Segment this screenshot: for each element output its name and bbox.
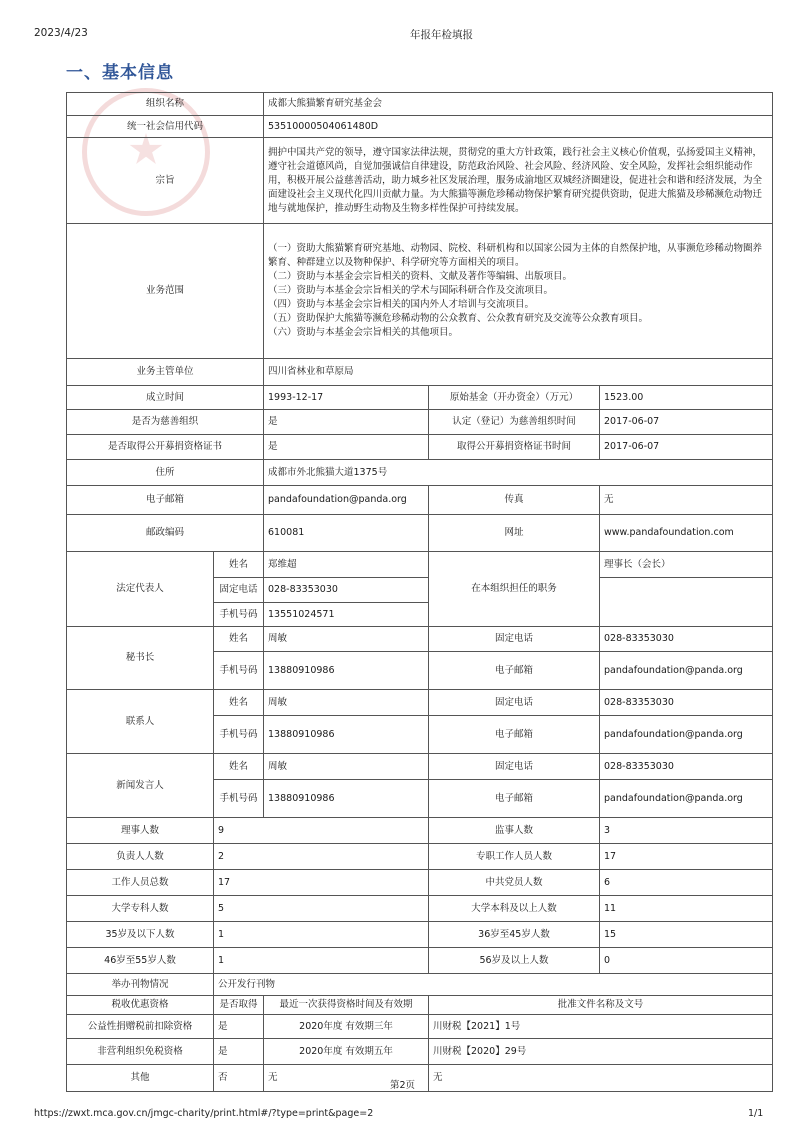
contact-mobile: 13880910986 <box>264 716 429 754</box>
table-row <box>67 552 773 578</box>
email-label: 电子邮箱 <box>429 652 600 690</box>
table-row <box>67 93 773 116</box>
purpose-value: 拥护中国共产党的领导，遵守国家法律法规，贯彻党的重大方针政策，践行社会主义核心价值观，弘扬爱国主义精神，遵守社会道德风尚，自觉加强诚信自律建设，防范政治风险、社会风险、经济风险、安全风险，发挥社会组织能动作用，积极开展公益慈善活动，助力城乡社区发展治理，服务成渝地区双城经济圈建设，促进社会和谐和经济发展，为全面建设社会主义现代化四川贡献力量。为大熊猫等濒危珍稀动物保护繁育研究提供资助，促进大熊猫及珍稀濒危动物迁地与就地保护，推动野生动物及生物多样性保护可持续发展。 <box>264 138 773 224</box>
tax-period-label: 最近一次获得资格时间及有效期 <box>264 996 429 1015</box>
address-value: 成都市外北熊猫大道1375号 <box>264 460 773 486</box>
spokes-mobile: 13880910986 <box>264 780 429 818</box>
fax-value: 无 <box>600 486 773 515</box>
contact-landline: 028-83353030 <box>600 690 773 716</box>
table-row <box>67 386 773 410</box>
landline-label: 固定电话 <box>429 627 600 652</box>
stat-label: 中共党员人数 <box>429 870 600 896</box>
position-label: 在本组织担任的职务 <box>429 552 600 627</box>
email-value: pandafoundation@panda.org <box>264 486 429 515</box>
tax-label: 税收优惠资格 <box>67 996 214 1015</box>
stat-value: 1 <box>214 948 429 974</box>
stat-value: 5 <box>214 896 429 922</box>
position-extra-cell <box>600 578 773 627</box>
legal-rep-label: 法定代表人 <box>67 552 214 627</box>
mobile-label: 手机号码 <box>214 603 264 627</box>
scope-item: （四）资助与本基金会宗旨相关的国内外人才培训与交流项目。 <box>268 299 535 310</box>
charity-date-value: 2017-06-07 <box>600 410 773 435</box>
stat-value: 6 <box>600 870 773 896</box>
legal-rep-name: 郑维超 <box>264 552 429 578</box>
table-row <box>67 818 773 844</box>
table-row <box>67 224 773 359</box>
basic-info-table <box>66 92 773 1092</box>
name-label: 姓名 <box>214 690 264 716</box>
email-label: 电子邮箱 <box>429 716 600 754</box>
tax-has-label: 是否取得 <box>214 996 264 1015</box>
contact-label: 联系人 <box>67 690 214 754</box>
table-row <box>67 974 773 996</box>
fund-label: 原始基金（开办资金）（万元） <box>429 386 600 410</box>
secretary-email: pandafoundation@panda.org <box>600 652 773 690</box>
contact-email: pandafoundation@panda.org <box>600 716 773 754</box>
stat-value: 17 <box>214 870 429 896</box>
stat-label: 工作人员总数 <box>67 870 214 896</box>
stat-value: 11 <box>600 896 773 922</box>
stat-value: 2 <box>214 844 429 870</box>
tax-row-period: 2020年度 有效期三年 <box>264 1015 429 1039</box>
stat-label: 大学专科人数 <box>67 896 214 922</box>
fax-label: 传真 <box>429 486 600 515</box>
stat-label: 监事人数 <box>429 818 600 844</box>
stat-value: 9 <box>214 818 429 844</box>
name-label: 姓名 <box>214 754 264 780</box>
tax-row-doc: 川财税【2021】1号 <box>429 1015 773 1039</box>
fundraise-label: 是否取得公开募捐资格证书 <box>67 435 264 460</box>
stat-value: 3 <box>600 818 773 844</box>
mobile-label: 手机号码 <box>214 780 264 818</box>
stat-label: 56岁及以上人数 <box>429 948 600 974</box>
table-row <box>67 359 773 386</box>
stat-label: 35岁及以下人数 <box>67 922 214 948</box>
secretary-landline: 028-83353030 <box>600 627 773 652</box>
print-title: 年报年检填报 <box>410 29 473 41</box>
table-row <box>67 896 773 922</box>
secretary-label: 秘书长 <box>67 627 214 690</box>
page-url: https://zwxt.mca.gov.cn/jmgc-charity/print.html#/?type=print&page=2 <box>34 1108 374 1119</box>
scope-item: （六）资助与本基金会宗旨相关的其他项目。 <box>268 327 459 338</box>
table-row <box>67 627 773 652</box>
table-row <box>67 996 773 1015</box>
email-label: 电子邮箱 <box>67 486 264 515</box>
table-row <box>67 1039 773 1065</box>
spokes-label: 新闻发言人 <box>67 754 214 818</box>
table-row <box>67 435 773 460</box>
mobile-label: 手机号码 <box>214 652 264 690</box>
credit-code-value: 53510000504061480D <box>264 116 773 138</box>
email-label: 电子邮箱 <box>429 780 600 818</box>
mobile-label: 手机号码 <box>214 716 264 754</box>
scope-value <box>264 224 773 359</box>
website-label: 网址 <box>429 515 600 552</box>
table-row <box>67 515 773 552</box>
est-value: 1993-12-17 <box>264 386 429 410</box>
postcode-value: 610081 <box>264 515 429 552</box>
page-number: 第2页 <box>390 1080 416 1091</box>
table-row <box>67 138 773 224</box>
scope-item: （三）资助与本基金会宗旨相关的学术与国际科研合作及交流项目。 <box>268 285 554 296</box>
tax-row-has: 是 <box>214 1015 264 1039</box>
fund-value: 1523.00 <box>600 386 773 410</box>
table-row <box>67 116 773 138</box>
scope-item: （一）资助大熊猫繁育研究基地、动物园、院校、科研机构和以国家公园为主体的自然保护地，从事濒危珍稀动物圈养繁育、种群建立以及物种保护、科学研究等方面相关的项目。 <box>268 243 763 268</box>
tax-row-period: 无 <box>264 1065 429 1092</box>
org-name-value: 成都大熊猫繁育研究基金会 <box>264 93 773 116</box>
table-row <box>67 870 773 896</box>
stat-label: 负责人人数 <box>67 844 214 870</box>
tax-row-doc: 无 <box>429 1065 773 1092</box>
landline-label: 固定电话 <box>429 754 600 780</box>
charity-date-label: 认定（登记）为慈善组织时间 <box>429 410 600 435</box>
section-heading: 一、基本信息 <box>66 63 174 83</box>
postcode-label: 邮政编码 <box>67 515 264 552</box>
landline-label: 固定电话 <box>214 578 264 603</box>
page-count: 1/1 <box>748 1108 764 1119</box>
table-row <box>67 690 773 716</box>
spokes-email: pandafoundation@panda.org <box>600 780 773 818</box>
table-row <box>67 486 773 515</box>
table-row <box>67 948 773 974</box>
stat-label: 46岁至55岁人数 <box>67 948 214 974</box>
credit-code-label: 统一社会信用代码 <box>67 116 264 138</box>
table-row <box>67 1065 773 1092</box>
tax-row-name: 其他 <box>67 1065 214 1092</box>
legal-rep-landline: 028-83353030 <box>264 578 429 603</box>
table-row <box>67 844 773 870</box>
org-name-label: 组织名称 <box>67 93 264 116</box>
print-date: 2023/4/23 <box>34 27 88 39</box>
spokes-landline: 028-83353030 <box>600 754 773 780</box>
tax-doc-label: 批准文件名称及文号 <box>429 996 773 1015</box>
tax-row-name: 非营利组织免税资格 <box>67 1039 214 1065</box>
legal-rep-mobile: 13551024571 <box>264 603 429 627</box>
supervisor-value: 四川省林业和草原局 <box>264 359 773 386</box>
stat-label: 理事人数 <box>67 818 214 844</box>
spokes-name: 周敏 <box>264 754 429 780</box>
charity-value: 是 <box>264 410 429 435</box>
table-row <box>67 754 773 780</box>
est-label: 成立时间 <box>67 386 264 410</box>
fundraise-date-value: 2017-06-07 <box>600 435 773 460</box>
stat-value: 0 <box>600 948 773 974</box>
charity-label: 是否为慈善组织 <box>67 410 264 435</box>
tax-row-doc: 川财税【2020】29号 <box>429 1039 773 1065</box>
table-row <box>67 922 773 948</box>
secretary-mobile: 13880910986 <box>264 652 429 690</box>
scope-item: （五）资助保护大熊猫等濒危珍稀动物的公众教育、公众教育研究及交流等公众教育项目。 <box>268 313 649 324</box>
stat-label: 专职工作人员人数 <box>429 844 600 870</box>
tax-row-has: 否 <box>214 1065 264 1092</box>
fundraise-date-label: 取得公开募捐资格证书时间 <box>429 435 600 460</box>
position-value: 理事长（会长） <box>600 552 773 578</box>
scope-label: 业务范围 <box>67 224 264 359</box>
stat-value: 17 <box>600 844 773 870</box>
stat-value: 1 <box>214 922 429 948</box>
name-label: 姓名 <box>214 552 264 578</box>
table-row <box>67 1015 773 1039</box>
secretary-name: 周敏 <box>264 627 429 652</box>
tax-row-period: 2020年度 有效期五年 <box>264 1039 429 1065</box>
tax-row-name: 公益性捐赠税前扣除资格 <box>67 1015 214 1039</box>
stat-value: 15 <box>600 922 773 948</box>
supervisor-label: 业务主管单位 <box>67 359 264 386</box>
address-label: 住所 <box>67 460 264 486</box>
tax-row-has: 是 <box>214 1039 264 1065</box>
table-row <box>67 410 773 435</box>
publication-value: 公开发行刊物 <box>214 974 773 996</box>
website-value: www.pandafoundation.com <box>600 515 773 552</box>
table-row <box>67 460 773 486</box>
name-label: 姓名 <box>214 627 264 652</box>
publication-label: 举办刊物情况 <box>67 974 214 996</box>
stat-label: 36岁至45岁人数 <box>429 922 600 948</box>
stat-label: 大学本科及以上人数 <box>429 896 600 922</box>
contact-name: 周敏 <box>264 690 429 716</box>
scope-item: （二）资助与本基金会宗旨相关的资料、文献及著作等编辑、出版项目。 <box>268 271 573 282</box>
purpose-label: 宗旨 <box>67 138 264 224</box>
landline-label: 固定电话 <box>429 690 600 716</box>
fundraise-value: 是 <box>264 435 429 460</box>
